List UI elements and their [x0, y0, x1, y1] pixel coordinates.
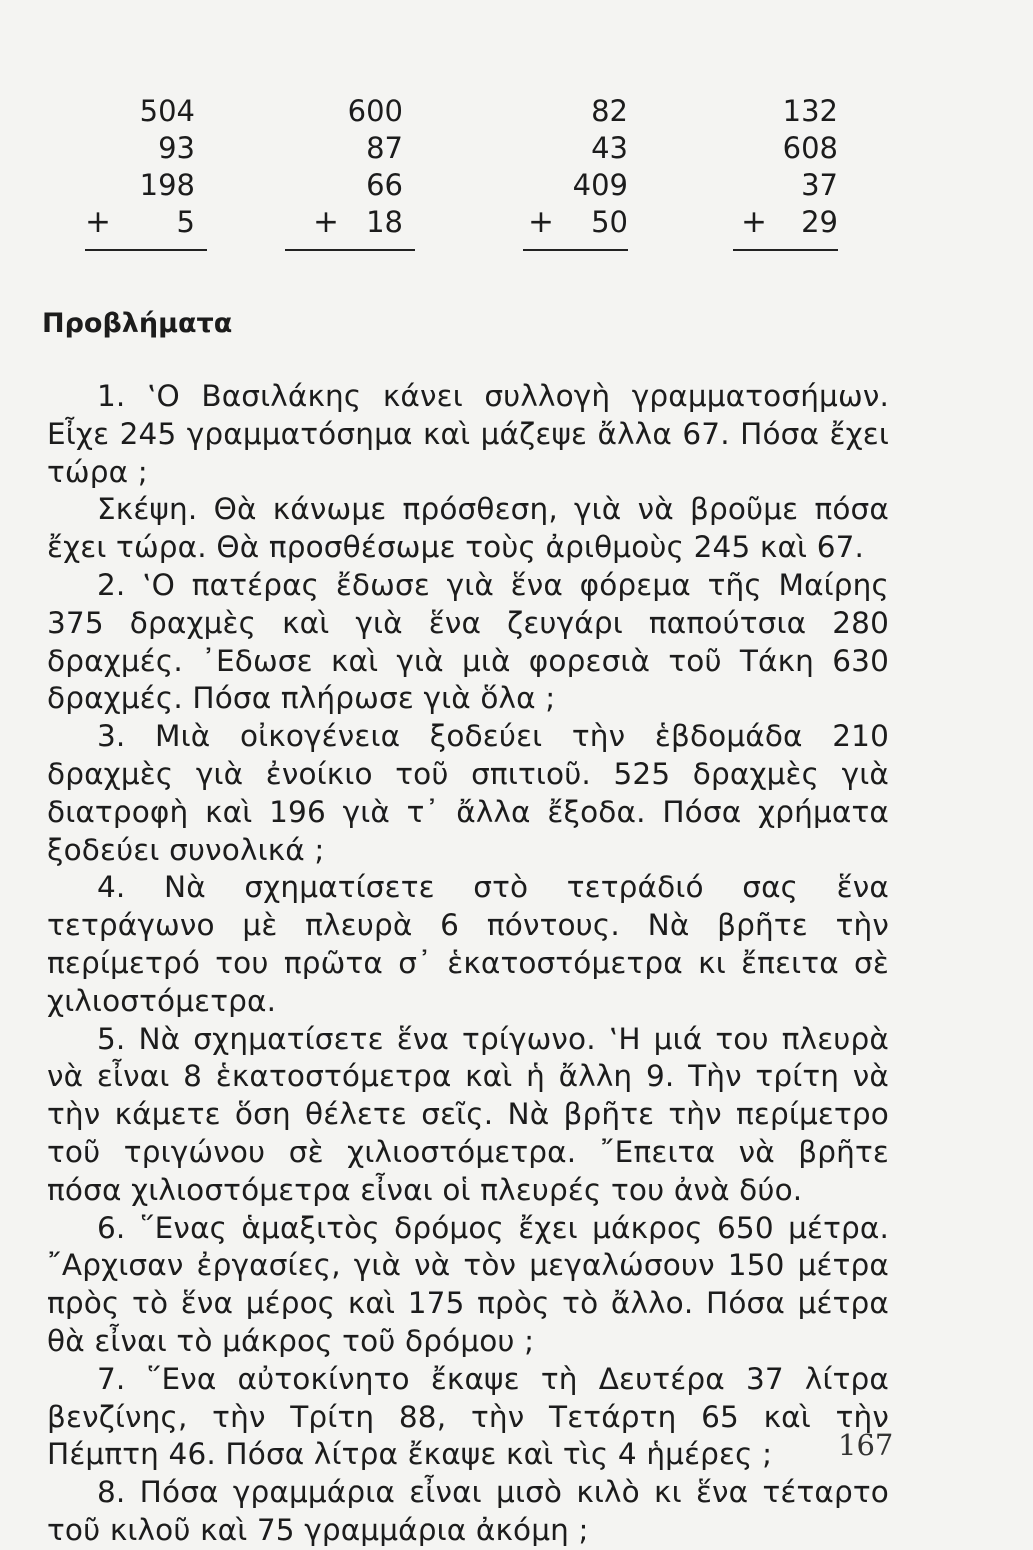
sum-rule: [733, 249, 838, 251]
addend: 82: [591, 94, 628, 128]
problem-6: 6. ῞Ενας ἁμαξιτὸς δρόμος ἔχει μάκρος 650 μέτρα. ῎Αρχισαν ἐργασίες, γιὰ νὰ τὸν μεγαλώσουν 150 μέτρα πρὸς τὸ ἕνα μέρος καὶ 175 πρὸς τὸ ἄλλο. Πόσα μέτρα θὰ εἶναι τὸ μάκρος τοῦ δρόμου ;: [47, 1210, 889, 1358]
addend: 409: [572, 168, 628, 202]
addition-column-2: [285, 93, 415, 251]
addition-column-4: [733, 93, 838, 251]
problems-list: [47, 378, 889, 1550]
last-addend-row: [285, 204, 415, 241]
problem-7: 7. ῞Ενα αὐτοκίνητο ἔκαψε τὴ Δευτέρα 37 λίτρα βενζίνης, τὴν Τρίτη 88, τὴν Τετάρτη 65 καὶ τὴν Πέμπτη 46. Πόσα λίτρα ἔκαψε καὶ τὶς 4 ἡμέρες ;: [47, 1361, 889, 1472]
addend: 29: [801, 205, 838, 239]
addition-column-3: [523, 93, 628, 251]
addend: 504: [139, 94, 195, 128]
plus-sign: +: [741, 204, 767, 240]
addend: 50: [591, 205, 628, 239]
addend: 132: [782, 94, 838, 128]
plus-sign: +: [528, 204, 554, 240]
problem-8: 8. Πόσα γραμμάρια εἶναι μισὸ κιλὸ κι ἕνα τέταρτο τοῦ κιλοῦ καὶ 75 γραμμάρια ἀκόμη ;: [47, 1475, 889, 1547]
problem-5: 5. Νὰ σχηματίσετε ἕνα τρίγωνο. ‛Η μιά του πλευρὰ νὰ εἶναι 8 ἑκατοστόμετρα καὶ ἡ ἄλλη 9. Τὴν τρίτη νὰ τὴν κάμετε ὅση θέλετε σεῖς. Νὰ βρῆτε τὴν περίμετρο τοῦ τριγώνου σὲ χιλιοστόμετρα. ῎Επειτα νὰ βρῆτε πόσα χιλιοστόμετρα εἶναι οἱ πλευρές του ἀνὰ δύο.: [47, 1021, 889, 1207]
page-number: 167: [838, 1428, 894, 1462]
addend: 37: [801, 168, 838, 202]
sum-rule: [85, 249, 207, 251]
sum-rule: [285, 249, 415, 251]
last-addend-row: [523, 204, 628, 241]
problem-2: 2. ‛Ο πατέρας ἔδωσε γιὰ ἕνα φόρεμα τῆς Μαίρης 375 δραχμὲς καὶ γιὰ ἕνα ζευγάρι παπούτσια 280 δραχμές. ᾿Εδωσε καὶ γιὰ μιὰ φορεσιὰ τοῦ Τάκη 630 δραχμές. Πόσα πλήρωσε γιὰ ὅλα ;: [47, 567, 889, 716]
last-addend-row: [85, 204, 207, 241]
addend: 43: [591, 131, 628, 165]
last-addend-row: [733, 204, 838, 241]
problem-3: 3. Μιὰ οἰκογένεια ξοδεύει τὴν ἑβδομάδα 210 δραχμὲς γιὰ ἐνοίκιο τοῦ σπιτιοῦ. 525 δραχμὲς γιὰ διατροφὴ καὶ 196 γιὰ τ᾿ ἄλλα ἔξοδα. Πόσα χρήματα ξοδεύει συνολικά ;: [47, 719, 889, 867]
plus-sign: +: [313, 204, 339, 240]
addend: 18: [366, 205, 403, 239]
sum-rule: [523, 249, 628, 251]
problem-1: 1. ‛Ο Βασιλάκης κάνει συλλογὴ γραμματοσήμων. Εἶχε 245 γραμματόσημα καὶ μάζεψε ἄλλα 67. Πόσα ἔχει τώρα ;: [47, 379, 889, 489]
plus-sign: +: [85, 204, 111, 240]
addend: 5: [176, 205, 195, 239]
addend: 66: [366, 168, 403, 202]
addend: 198: [139, 168, 195, 202]
addend: 608: [782, 131, 838, 165]
addition-column-1: [85, 93, 207, 251]
section-heading: Προβλήματα: [42, 308, 233, 339]
problem-4: 4. Νὰ σχηματίσετε στὸ τετράδιό σας ἕνα τετράγωνο μὲ πλευρὰ 6 πόντους. Νὰ βρῆτε τὴν περίμετρό του πρῶτα σ᾿ ἑκατοστόμετρα κι ἔπειτα σὲ χιλιοστόμετρα.: [47, 870, 889, 1018]
addend: 600: [347, 94, 403, 128]
problem-1-hint: Σκέψη. Θὰ κάνωμε πρόσθεση, γιὰ νὰ βροῦμε πόσα ἔχει τώρα. Θὰ προσθέσωμε τοὺς ἀριθμοὺς 245 καὶ 67.: [47, 492, 889, 565]
addend: 87: [366, 131, 403, 165]
addend: 93: [158, 131, 195, 165]
